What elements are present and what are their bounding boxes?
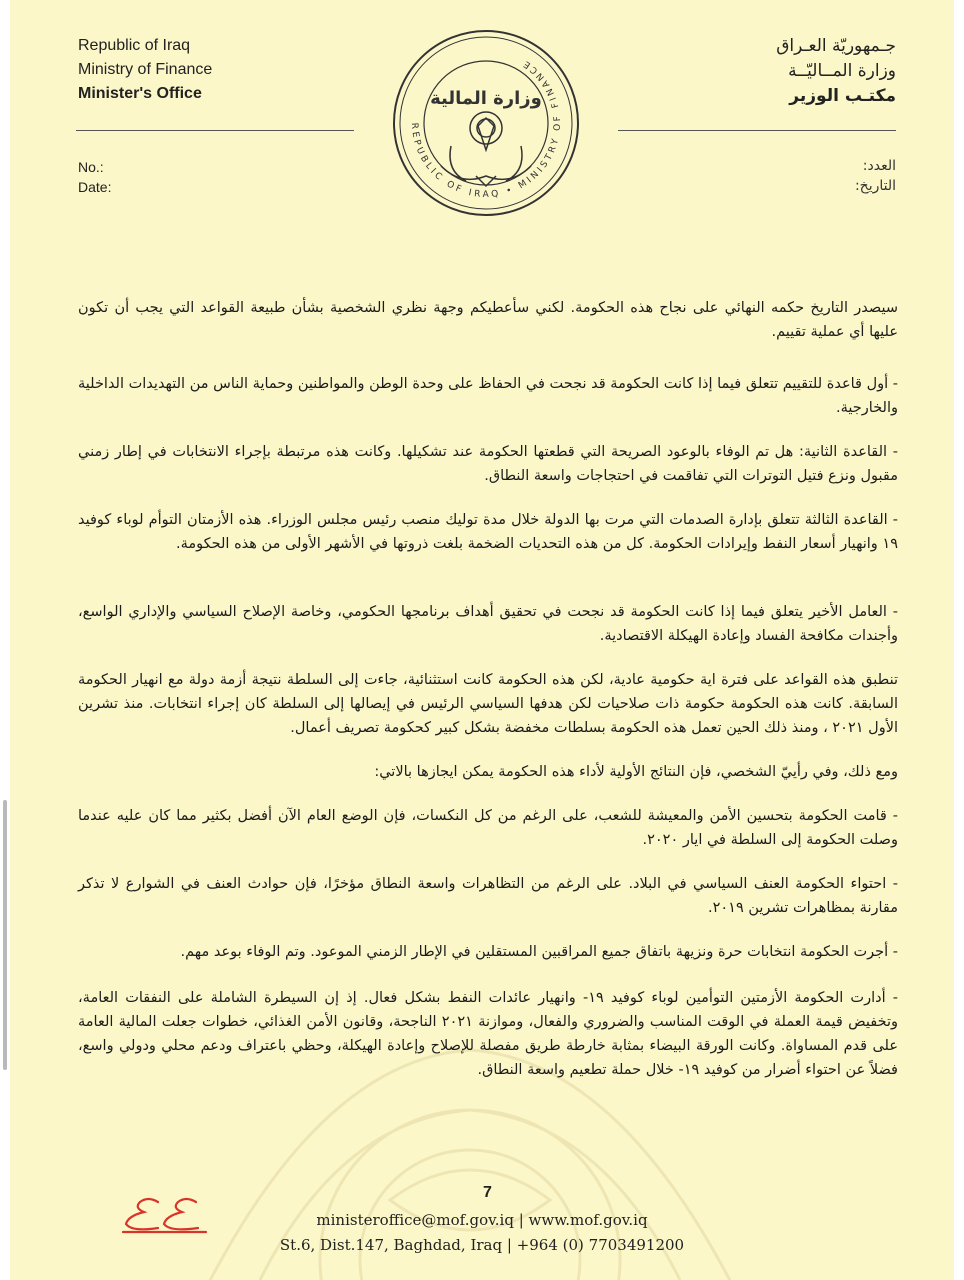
paragraph-context: تنطبق هذه القواعد على فترة اية حكومية عادية، لكن هذه الحكومة كانت استثنائية، جاءت إلى السلطة نتيجة أزمة دولة مع انهيار الحكومة السابقة. كانت هذه الحكومة حكومة ذات صلاحيات لكن هدفها السياسي الرئيس في إيصالها إلى السلطة كان إجراء انتخابات. منذ تشرين الأول ٢٠٢١ ، ومنذ ذلك الحين تعمل هذه الحكومة بسلطات مخفضة بشكل كبير كحكومة تصريف أعمال.	[78, 672, 898, 736]
header-divider-left	[76, 130, 354, 131]
country-name-ar: جـمهوريّة العـراق	[776, 36, 896, 56]
paragraph-rule-4: - العامل الأخير يتعلق فيما إذا كانت الحكومة قد نجحت في تحقيق أهداف برنامجها الحكومي، وخاصة الإصلاح السياسي والإداري الواسع، وأجندات مكافحة الفساد وإعادة الهيكلة الاقتصادية.	[78, 604, 898, 644]
paragraph-result-2: - احتواء الحكومة العنف السياسي في البلاد. على الرغم من التظاهرات واسعة النطاق مؤخرًا، فإن حوادث العنف في الشوارع لا تذكر مقارنة بمظاهرات تشرين ٢٠١٩.	[78, 876, 898, 916]
ministry-name-ar: وزارة المــاليّــة	[788, 61, 896, 81]
reference-fields-ar	[855, 156, 896, 196]
office-name-en: Minister's Office	[78, 85, 202, 102]
number-label-ar: العدد:	[862, 158, 896, 174]
seal-ring-text: REPUBLIC OF IRAQ • MINISTRY OF FINANCE	[408, 56, 564, 201]
paragraph-result-4: - أدارت الحكومة الأزمتين التوأمين لوباء كوفيد ١٩- وانهيار عائدات النفط بشكل فعال. إذ إن السيطرة الشاملة على النفقات العامة، وتخفيض قيمة العملة في الوقت المناسب والضروري والفعال، وموازنة ٢٠٢١ الناجحة، وقانون الأمن الغذائي، خطوات جعلت المالية العامة على قدم المساواة. وكانت الورقة البيضاء بمثابة خارطة طريق مفصلة للإصلاح وإعادة الهيكلة، وحظي باعتراف ودعم محلي ودولي واسع، فضلاً عن احتواء أضرار من كوفيد ١٩- خلال حملة تطعيم واسعة النطاق.	[78, 990, 898, 1078]
footer-address: St.6, Dist.147, Baghdad, Iraq | +964 (0) 7703491200	[279, 1236, 685, 1254]
office-name-ar: مكتـب الوزير	[789, 86, 896, 106]
seal-center-text: وزارة المالية	[430, 88, 542, 109]
ministry-name-en: Ministry of Finance	[78, 61, 213, 78]
paragraph-result-1: - قامت الحكومة بتحسين الأمن والمعيشة للشعب، على الرغم من كل النكسات، فإن الوضع العام الآن أفضل بكثير مما كان عليه عندما وصلت الحكومة إلى السلطة في ايار ٢٠٢٠.	[78, 808, 898, 848]
paragraph-rule-3: - القاعدة الثالثة تتعلق بإدارة الصدمات التي مرت بها الدولة خلال مدة توليك منصب رئيس مجلس الوزراء. هذه الأزمتان التوأم لوباء كوفيد ١٩ وانهيار أسعار النفط وإيرادات الحكومة. كل من هذه التحديات الضخمة بلغت ذروتها في الأشهر الأولى من هذه الحكومة.	[78, 512, 898, 552]
date-label-ar: التاريخ:	[854, 178, 896, 194]
header-divider-right	[618, 130, 896, 131]
footer-contact: ministeroffice@mof.gov.iq | www.mof.gov.iq	[316, 1211, 648, 1229]
paragraph-summary-intro: ومع ذلك، وفي رأييّ الشخصي، فإن النتائج الأولية لأداء هذه الحكومة يمكن ايجازها بالاتي:	[374, 764, 898, 780]
paragraph-rule-2: - القاعدة الثانية: هل تم الوفاء بالوعود الصريحة التي قطعتها الحكومة عند تشكيلها. وكانت هذه مرتبطة بإجراء الانتخابات في إطار زمني مقبول ونزع فتيل التوترات التي تفاقمت في احتجاجات واسعة النطاق.	[78, 444, 898, 484]
number-label: No.:	[78, 159, 104, 175]
paragraph-result-3: - أجرت الحكومة انتخابات حرة ونزيهة باتفاق جميع المراقبين المستقلين في الإطار الزمني الموعود. وتم الوفاء بوعد مهم.	[180, 944, 898, 960]
header-arabic	[776, 34, 896, 109]
page-number: 7	[483, 1184, 492, 1201]
paragraph-intro: سيصدر التاريخ حكمه النهائي على نجاح هذه الحكومة. لكني سأعطيكم وجهة نظري الشخصية بشأن طبيعة القواعد التي يجب أن تكون عليها أي عملية تقييم.	[78, 300, 898, 340]
svg-text:REPUBLIC OF IRAQ • MINISTRY OF	[409, 57, 563, 200]
scrollbar[interactable]	[3, 800, 7, 1070]
reference-fields-en	[78, 157, 111, 197]
date-label: Date:	[78, 179, 112, 195]
header-english	[78, 34, 212, 106]
ministry-seal-icon	[391, 26, 581, 221]
country-name-en: Republic of Iraq	[78, 37, 191, 54]
paragraph-rule-1: - أول قاعدة للتقييم تتعلق فيما إذا كانت الحكومة قد نجحت في الحفاظ على وحدة الوطن والمواطنين وحماية الناس من التهديدات الداخلية والخارجية.	[78, 376, 898, 416]
letter-page	[10, 0, 954, 1280]
